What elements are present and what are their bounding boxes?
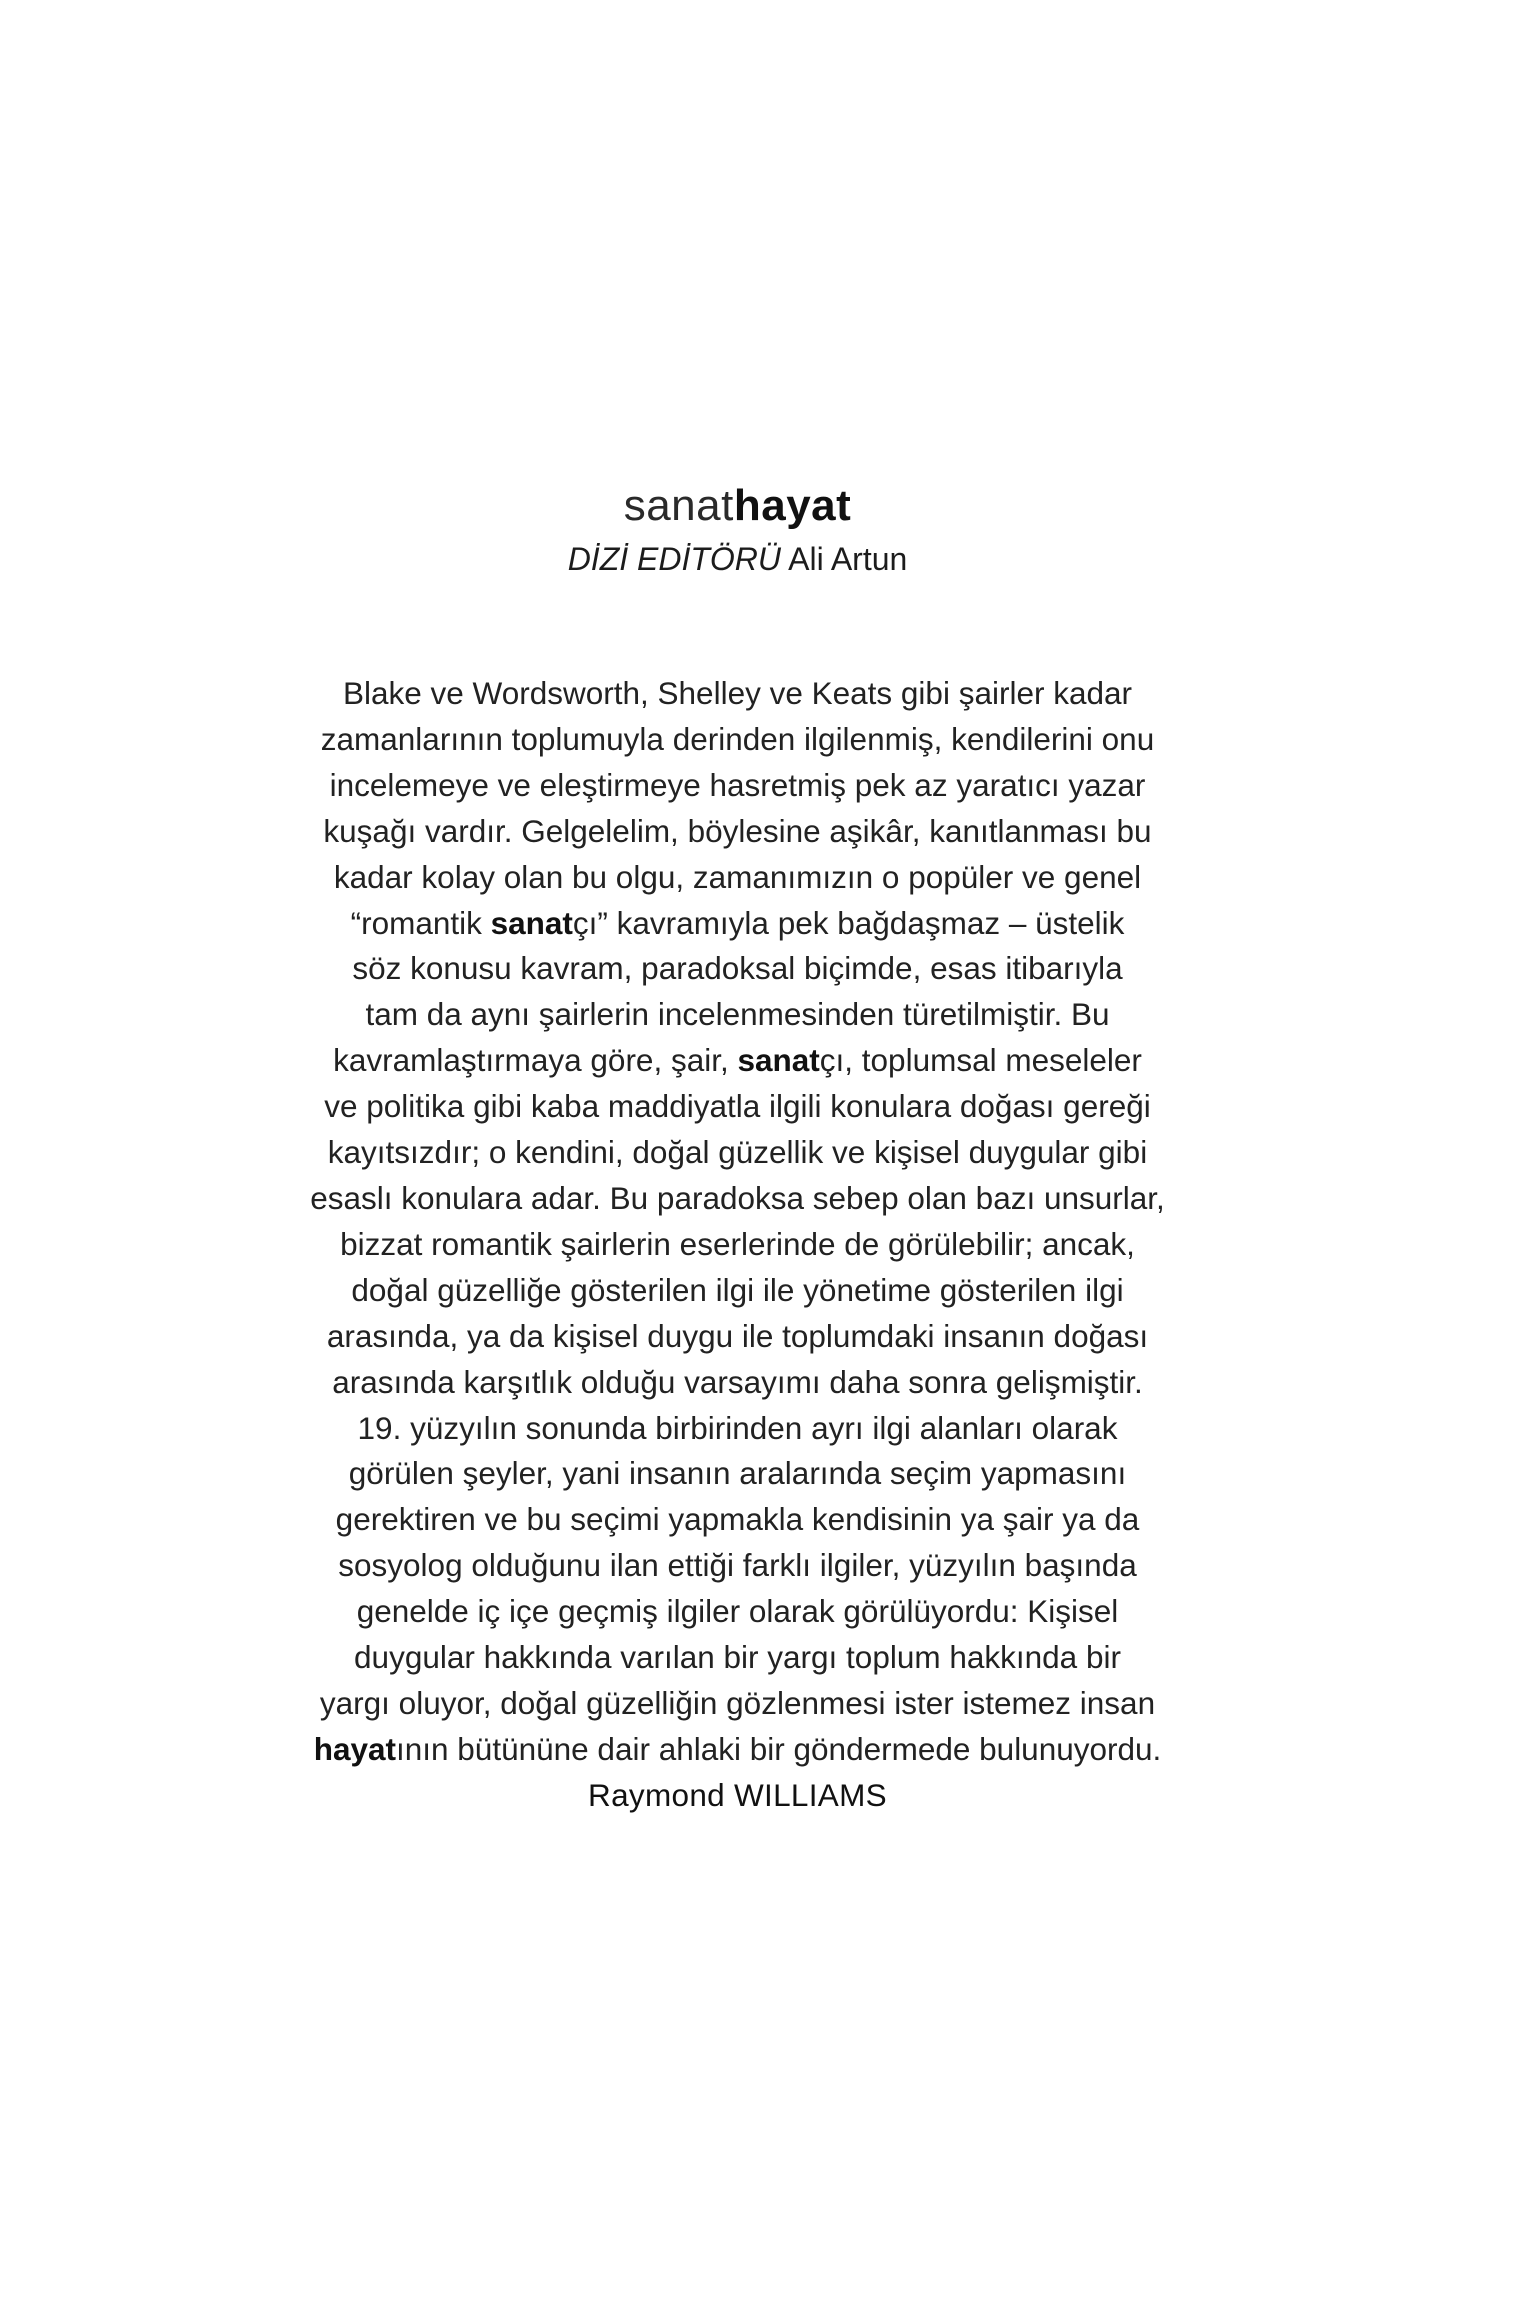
series-title-light: sanat xyxy=(623,481,734,530)
quote-line xyxy=(240,1268,1235,1314)
quote-text: arasında karşıtlık olduğu varsayımı daha sonra gelişmiştir. xyxy=(332,1363,1143,1400)
quote-text: ve politika gibi kaba maddiyatla ilgili konulara doğası gereği xyxy=(324,1088,1151,1125)
quote-text: kayıtsızdır; o kendini, doğal güzellik ve kişisel duygular gibi xyxy=(327,1134,1148,1171)
quote-text: “romantik xyxy=(350,904,491,941)
quote-line xyxy=(240,1360,1235,1406)
editor-name: Ali Artun xyxy=(788,541,908,577)
quote-line xyxy=(240,1406,1235,1452)
quote-line xyxy=(240,1681,1235,1727)
quote-line xyxy=(240,763,1235,809)
quote-text: ının bütününe dair ahlaki bir göndermede bulunuyordu. xyxy=(396,1730,1162,1767)
quote-text: sosyolog olduğunu ilan ettiği farklı ilgiler, yüzyılın başında xyxy=(338,1547,1137,1584)
quote-line xyxy=(240,1084,1235,1130)
quote-line xyxy=(240,1589,1235,1635)
quote-text: Blake ve Wordsworth, Shelley ve Keats gibi şairler kadar xyxy=(342,675,1133,711)
quote-line xyxy=(240,992,1235,1038)
quote-line xyxy=(240,717,1235,763)
quote-text: yargı oluyor, doğal güzelliğin gözlenmesi ister istemez insan xyxy=(319,1684,1156,1721)
series-editor-line xyxy=(0,537,1475,581)
quote-line xyxy=(240,901,1235,947)
quote-emphasis: sanat xyxy=(490,904,573,941)
quote-text: bizzat romantik şairlerin eserlerinde de görülebilir; ancak, xyxy=(340,1225,1135,1262)
quote-emphasis: hayat xyxy=(313,1730,396,1767)
quote-line xyxy=(240,671,1235,717)
quote-line xyxy=(240,1727,1235,1773)
epigraph-quote xyxy=(240,671,1235,1819)
quote-line xyxy=(240,855,1235,901)
quote-text: çı” kavramıyla pek bağdaşmaz – üstelik xyxy=(572,904,1125,941)
quote-line xyxy=(240,1176,1235,1222)
quote-line xyxy=(240,1314,1235,1360)
quote-text: zamanlarının toplumuyla derinden ilgilenmiş, kendilerini onu xyxy=(320,720,1155,757)
quote-text: genelde iç içe geçmiş ilgiler olarak görülüyordu: Kişisel xyxy=(356,1593,1119,1630)
series-title xyxy=(0,478,1475,534)
quote-text: 19. yüzyılın sonunda birbirinden ayrı ilgi alanları olarak xyxy=(357,1409,1118,1446)
quote-line xyxy=(240,1635,1235,1681)
quote-author: Raymond WILLIAMS xyxy=(588,1776,887,1813)
quote-text: duygular hakkında varılan bir yargı toplum hakkında bir xyxy=(354,1639,1121,1676)
series-title-bold: hayat xyxy=(733,481,852,530)
quote-line xyxy=(240,1543,1235,1589)
quote-text: görülen şeyler, yani insanın aralarında seçim yapmasını xyxy=(348,1455,1127,1492)
quote-text: kadar kolay olan bu olgu, zamanımızın o popüler ve genel xyxy=(333,858,1142,895)
editor-label: DİZİ EDİTÖRÜ xyxy=(567,541,782,577)
quote-text: çı, toplumsal meseleler xyxy=(819,1042,1142,1079)
quote-text: gerektiren ve bu seçimi yapmakla kendisinin ya şair ya da xyxy=(335,1501,1140,1538)
quote-text: söz konusu kavram, paradoksal biçimde, esas itibarıyla xyxy=(352,950,1123,987)
quote-line xyxy=(240,1222,1235,1268)
quote-text: kuşağı vardır. Gelgelelim, böylesine aşikâr, kanıtlanması bu xyxy=(323,812,1152,849)
quote-text: doğal güzelliğe gösterilen ilgi ile yönetime gösterilen ilgi xyxy=(351,1271,1124,1308)
quote-line xyxy=(240,946,1235,992)
quote-text: kavramlaştırmaya göre, şair, xyxy=(333,1042,738,1079)
quote-line xyxy=(240,1451,1235,1497)
quote-text: incelemeye ve eleştirmeye hasretmiş pek az yaratıcı yazar xyxy=(329,766,1146,803)
quote-emphasis: sanat xyxy=(737,1042,820,1079)
quote-line xyxy=(240,1130,1235,1176)
quote-text: esaslı konulara adar. Bu paradoksa sebep olan bazı unsurlar, xyxy=(310,1179,1165,1216)
quote-text: arasında, ya da kişisel duygu ile toplumdaki insanın doğası xyxy=(326,1317,1149,1354)
quote-text: tam da aynı şairlerin incelenmesinden türetilmiştir. Bu xyxy=(365,996,1110,1033)
quote-line xyxy=(240,1038,1235,1084)
quote-line xyxy=(240,809,1235,855)
quote-line xyxy=(240,1497,1235,1543)
